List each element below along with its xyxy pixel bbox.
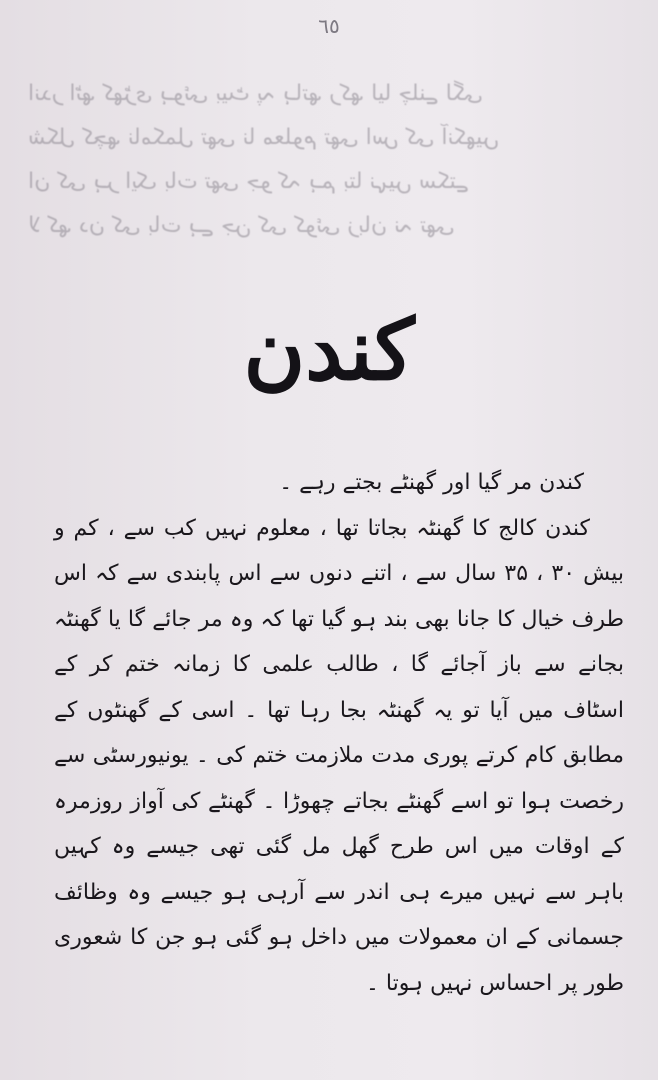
page-number: ٦٥ — [318, 14, 340, 38]
bleed-through-line: شکل کچھ نامکمل تھی نا معلوم تھی اس کی آنکھیں — [28, 125, 500, 150]
bleed-through-line: اندر اٹھ کھڑی ہوئی بیٹ پہ ہاتھ رکھ لیا چلنے لگی — [28, 81, 483, 106]
chapter-title: کندن — [243, 300, 415, 399]
bleed-through-line: لا کھ دن کی بات ہے جن کی کوئی زبان نہ تھی — [28, 213, 455, 238]
paragraph-main: کندن کالج کا گھنٹہ بجاتا تھا ، معلوم نہیں کب سے ، کم و بیش ۳۰ ، ۳۵ سال سے ، اتنے دنوں سے اس پابندی سے کہ اس طرف خیال کا جانا بھی بند ہو گیا تھا کہ وہ مر جائے گا یا گھنٹہ بجانے سے باز آجائے گا ، طالب علمی کا زمانہ ختم کر کے اسٹاف میں آیا تو یہ گھنٹہ بجا رہا تھا ۔ اسی کے گھنٹوں کے مطابق کام کرتے پوری مدت ملازمت ختم کی ۔ یونیورسٹی سے رخصت ہوا تو اسے گھنٹے بجاتے چھوڑا ۔ گھنٹے کی آواز روزمرہ کے اوقات میں اس طرح گھل مل گئی تھی جیسے وہ کہیں باہر سے نہیں میرے ہی اندر سے آرہی ہو جیسے وہ وظائف جسمانی کے ان معمولات میں داخل ہو گئی ہو جن کا شعوری طور پر احساس نہیں ہوتا ۔ — [54, 515, 624, 996]
bleed-through-line: ان کی ہر ایک بات تھی جو کہ ہم بتا نہیں سکتے — [28, 169, 469, 194]
body-text — [54, 460, 624, 1006]
bleed-through-text — [28, 72, 628, 248]
paragraph-opening: کندن مر گیا اور گھنٹے بجتے رہے ۔ — [279, 470, 584, 495]
